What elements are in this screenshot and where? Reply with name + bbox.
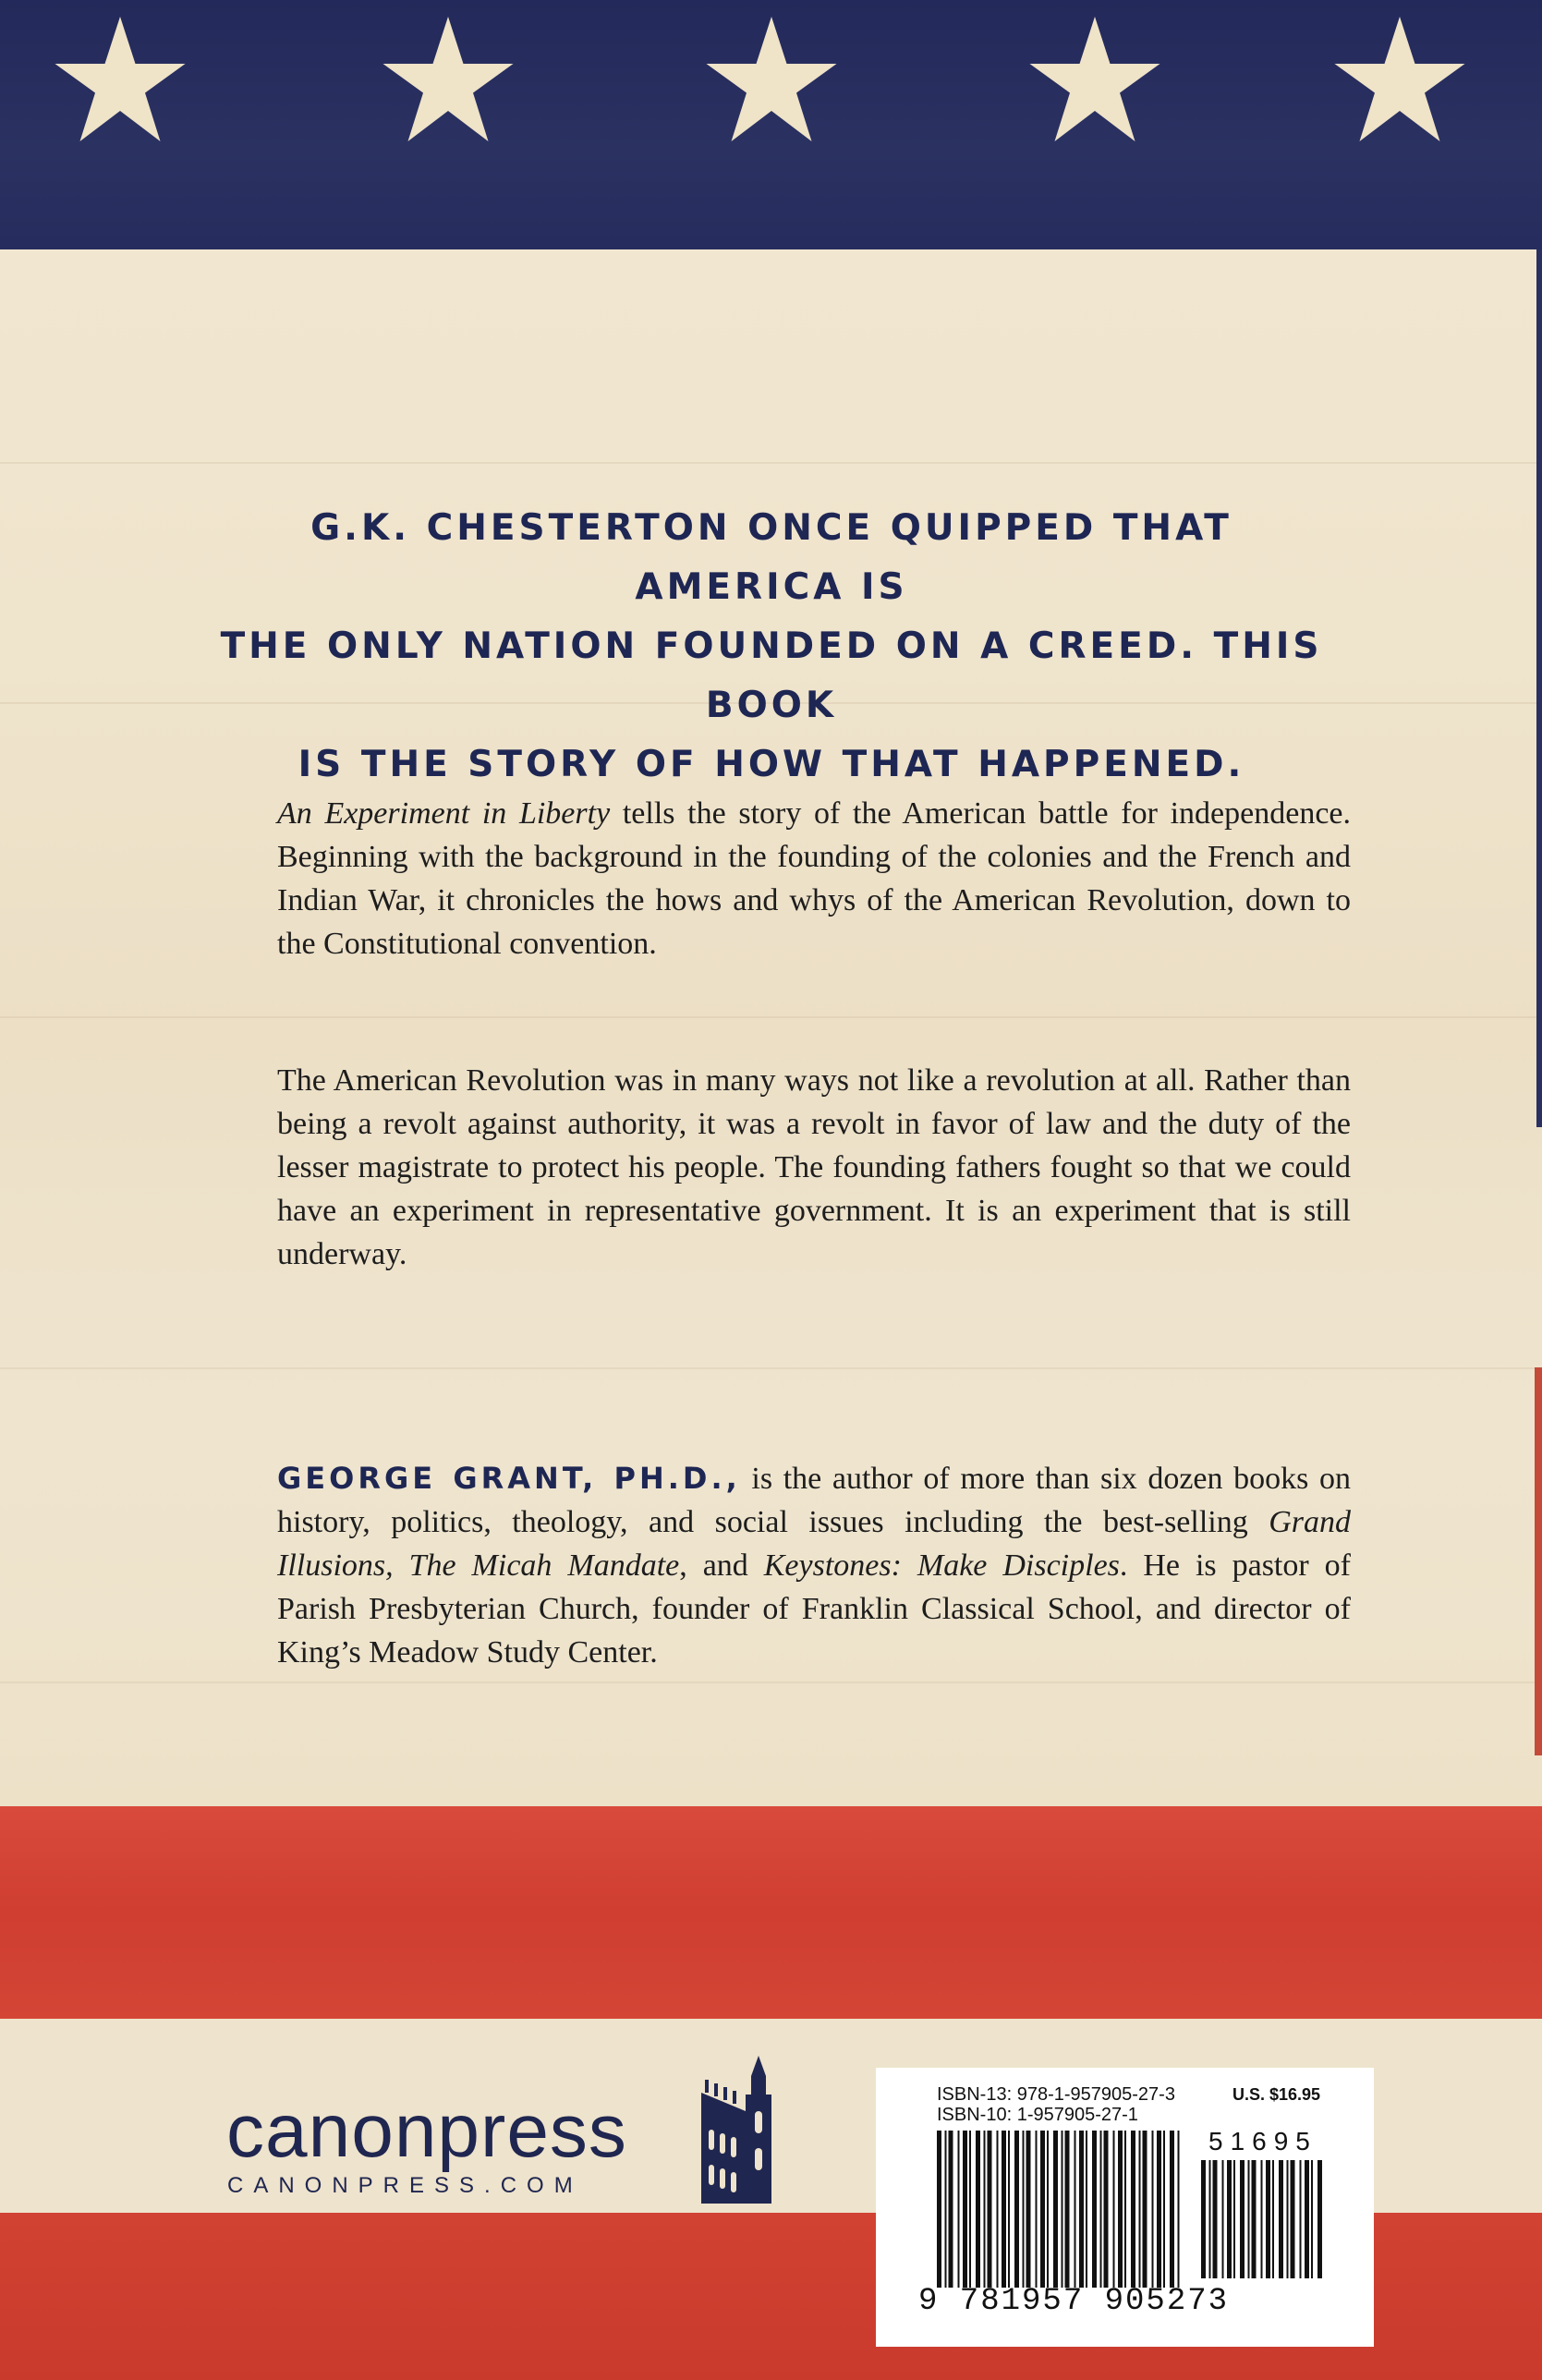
barcode-bar — [1227, 2160, 1232, 2278]
barcode-bar — [1062, 2131, 1063, 2288]
barcode-bar — [1053, 2131, 1058, 2288]
barcode-bar — [1279, 2160, 1283, 2278]
barcode-bar — [945, 2131, 947, 2288]
barcode-bar — [1002, 2131, 1006, 2288]
barcode-bar — [969, 2131, 971, 2288]
barcode-bar — [1201, 2160, 1206, 2278]
isbn-13: ISBN-13: 978-1-957905-27-3 — [937, 2084, 1175, 2105]
barcode-bar — [1086, 2131, 1087, 2288]
barcode-bar — [1092, 2131, 1097, 2288]
barcode-bar — [1209, 2160, 1211, 2278]
barcode-bar — [1079, 2131, 1084, 2288]
fold-line — [0, 462, 1542, 464]
publisher-url: CANONPRESS.COM — [227, 2173, 583, 2198]
barcode-bar — [1023, 2131, 1025, 2288]
barcode-bar — [1266, 2160, 1270, 2278]
barcode-bar — [1311, 2160, 1313, 2278]
barcode-bar — [1272, 2160, 1274, 2278]
headline-line: IS THE STORY OF HOW THAT HAPPENED. — [297, 744, 1245, 785]
barcode-bar — [1300, 2160, 1302, 2278]
barcode-bar — [1252, 2160, 1257, 2278]
description-text: tells the story of the American battle for independence. Beginning with the background in the founding of the colonies and the French and Indian War, it chronicles the hows and whys of the American Revolution, down to the Constitutional convention. — [277, 796, 1351, 961]
barcode-bar — [1170, 2131, 1174, 2288]
author-name: GEORGE GRANT, PH.D., — [277, 1461, 741, 1496]
barcode-bar — [1222, 2160, 1224, 2278]
price-code: 51695 — [1208, 2127, 1317, 2155]
barcode-bar — [937, 2131, 941, 2288]
barcode-bar — [1036, 2131, 1038, 2288]
ean-barcode — [937, 2131, 1186, 2288]
barcode-bar — [1178, 2131, 1180, 2288]
barcode-bar — [976, 2131, 980, 2288]
flag-red-stripe — [0, 1806, 1542, 2019]
star-icon — [379, 11, 517, 150]
book-title: An Experiment in Liberty — [277, 796, 611, 831]
barcode-bar — [1139, 2131, 1141, 2288]
star-icon — [1330, 11, 1469, 150]
book-title: Grand Illusions, The Micah Mandate — [277, 1505, 1351, 1583]
fold-line — [0, 1016, 1542, 1018]
ean-digits: 9 781957 905273 — [918, 2284, 1230, 2319]
barcode-bar — [958, 2131, 960, 2288]
headline-line: THE ONLY NATION FOUNDED ON A CREED. THIS BOOK — [220, 625, 1323, 726]
author-bio-text: . He is pastor of Parish Presbyterian Church, founder of Franklin Classical School, and director of King’s Meadow Study Center. — [277, 1548, 1351, 1670]
flag-edge-stripe — [1536, 249, 1542, 1127]
book-title: Keystones: Make Disciples — [763, 1548, 1120, 1583]
barcode-bar — [1047, 2131, 1049, 2288]
isbn-10: ISBN-10: 1-957905-27-1 — [937, 2105, 1138, 2125]
barcode-bar — [1240, 2160, 1245, 2278]
barcode-bar — [1291, 2160, 1295, 2278]
barcode-bar — [1104, 2131, 1109, 2288]
barcode-bar — [988, 2131, 992, 2288]
barcode-bar — [1065, 2131, 1070, 2288]
barcode-bar — [1008, 2131, 1010, 2288]
barcode-bar — [1131, 2131, 1135, 2288]
barcode-label — [876, 2068, 1374, 2347]
barcode-bar — [949, 2131, 953, 2288]
flag-edge-stripe — [1535, 1367, 1542, 1755]
description-paragraph — [277, 792, 1351, 965]
author-bio-text: is the author of more than six dozen books on history, politics, theology, and social issues including the best-selling — [277, 1462, 1351, 1539]
barcode-bar — [1163, 2131, 1165, 2288]
church-tower-icon — [698, 2056, 790, 2204]
star-icon — [702, 11, 841, 150]
price: U.S. $16.95 — [1232, 2085, 1321, 2104]
headline — [212, 499, 1330, 795]
publisher-logo-wordmark: canonpress — [226, 2089, 627, 2173]
author-bio — [277, 1457, 1351, 1674]
barcode-bar — [1075, 2131, 1076, 2288]
barcode-bar — [1113, 2131, 1115, 2288]
barcode-bar — [1287, 2160, 1289, 2278]
barcode-bar — [1157, 2131, 1161, 2288]
star-icon — [51, 11, 189, 150]
barcode-bar — [1317, 2160, 1322, 2278]
barcode-bar — [1152, 2131, 1154, 2288]
price-barcode — [1201, 2160, 1330, 2278]
barcode-bar — [984, 2131, 986, 2288]
barcode-bar — [1261, 2160, 1263, 2278]
barcode-bar — [1026, 2131, 1031, 2288]
barcode-bar — [1118, 2131, 1123, 2288]
barcode-bar — [1143, 2131, 1147, 2288]
barcode-bar — [1100, 2131, 1102, 2288]
author-bio-text: , and — [679, 1548, 764, 1583]
barcode-bar — [1213, 2160, 1218, 2278]
barcode-bar — [1233, 2160, 1235, 2278]
barcode-bar — [963, 2131, 967, 2288]
barcode-bar — [1014, 2131, 1019, 2288]
barcode-bar — [997, 2131, 999, 2288]
barcode-bar — [1248, 2160, 1250, 2278]
star-icon — [1026, 11, 1164, 150]
description-paragraph: The American Revolution was in many ways not like a revolution at all. Rather than being a revolt against authority, it was a revolt in favor of law and the duty of the lesser magistrate to protect his people. The founding fathers fought so that we could have an experiment in representative government. It is an experiment that is still underway. — [277, 1063, 1351, 1271]
headline-line: G.K. CHESTERTON ONCE QUIPPED THAT AMERICA IS — [310, 507, 1232, 608]
barcode-bar — [1124, 2131, 1126, 2288]
barcode-bar — [1040, 2131, 1045, 2288]
fold-line — [0, 1682, 1542, 1683]
fold-line — [0, 1367, 1542, 1369]
barcode-bar — [1305, 2160, 1309, 2278]
